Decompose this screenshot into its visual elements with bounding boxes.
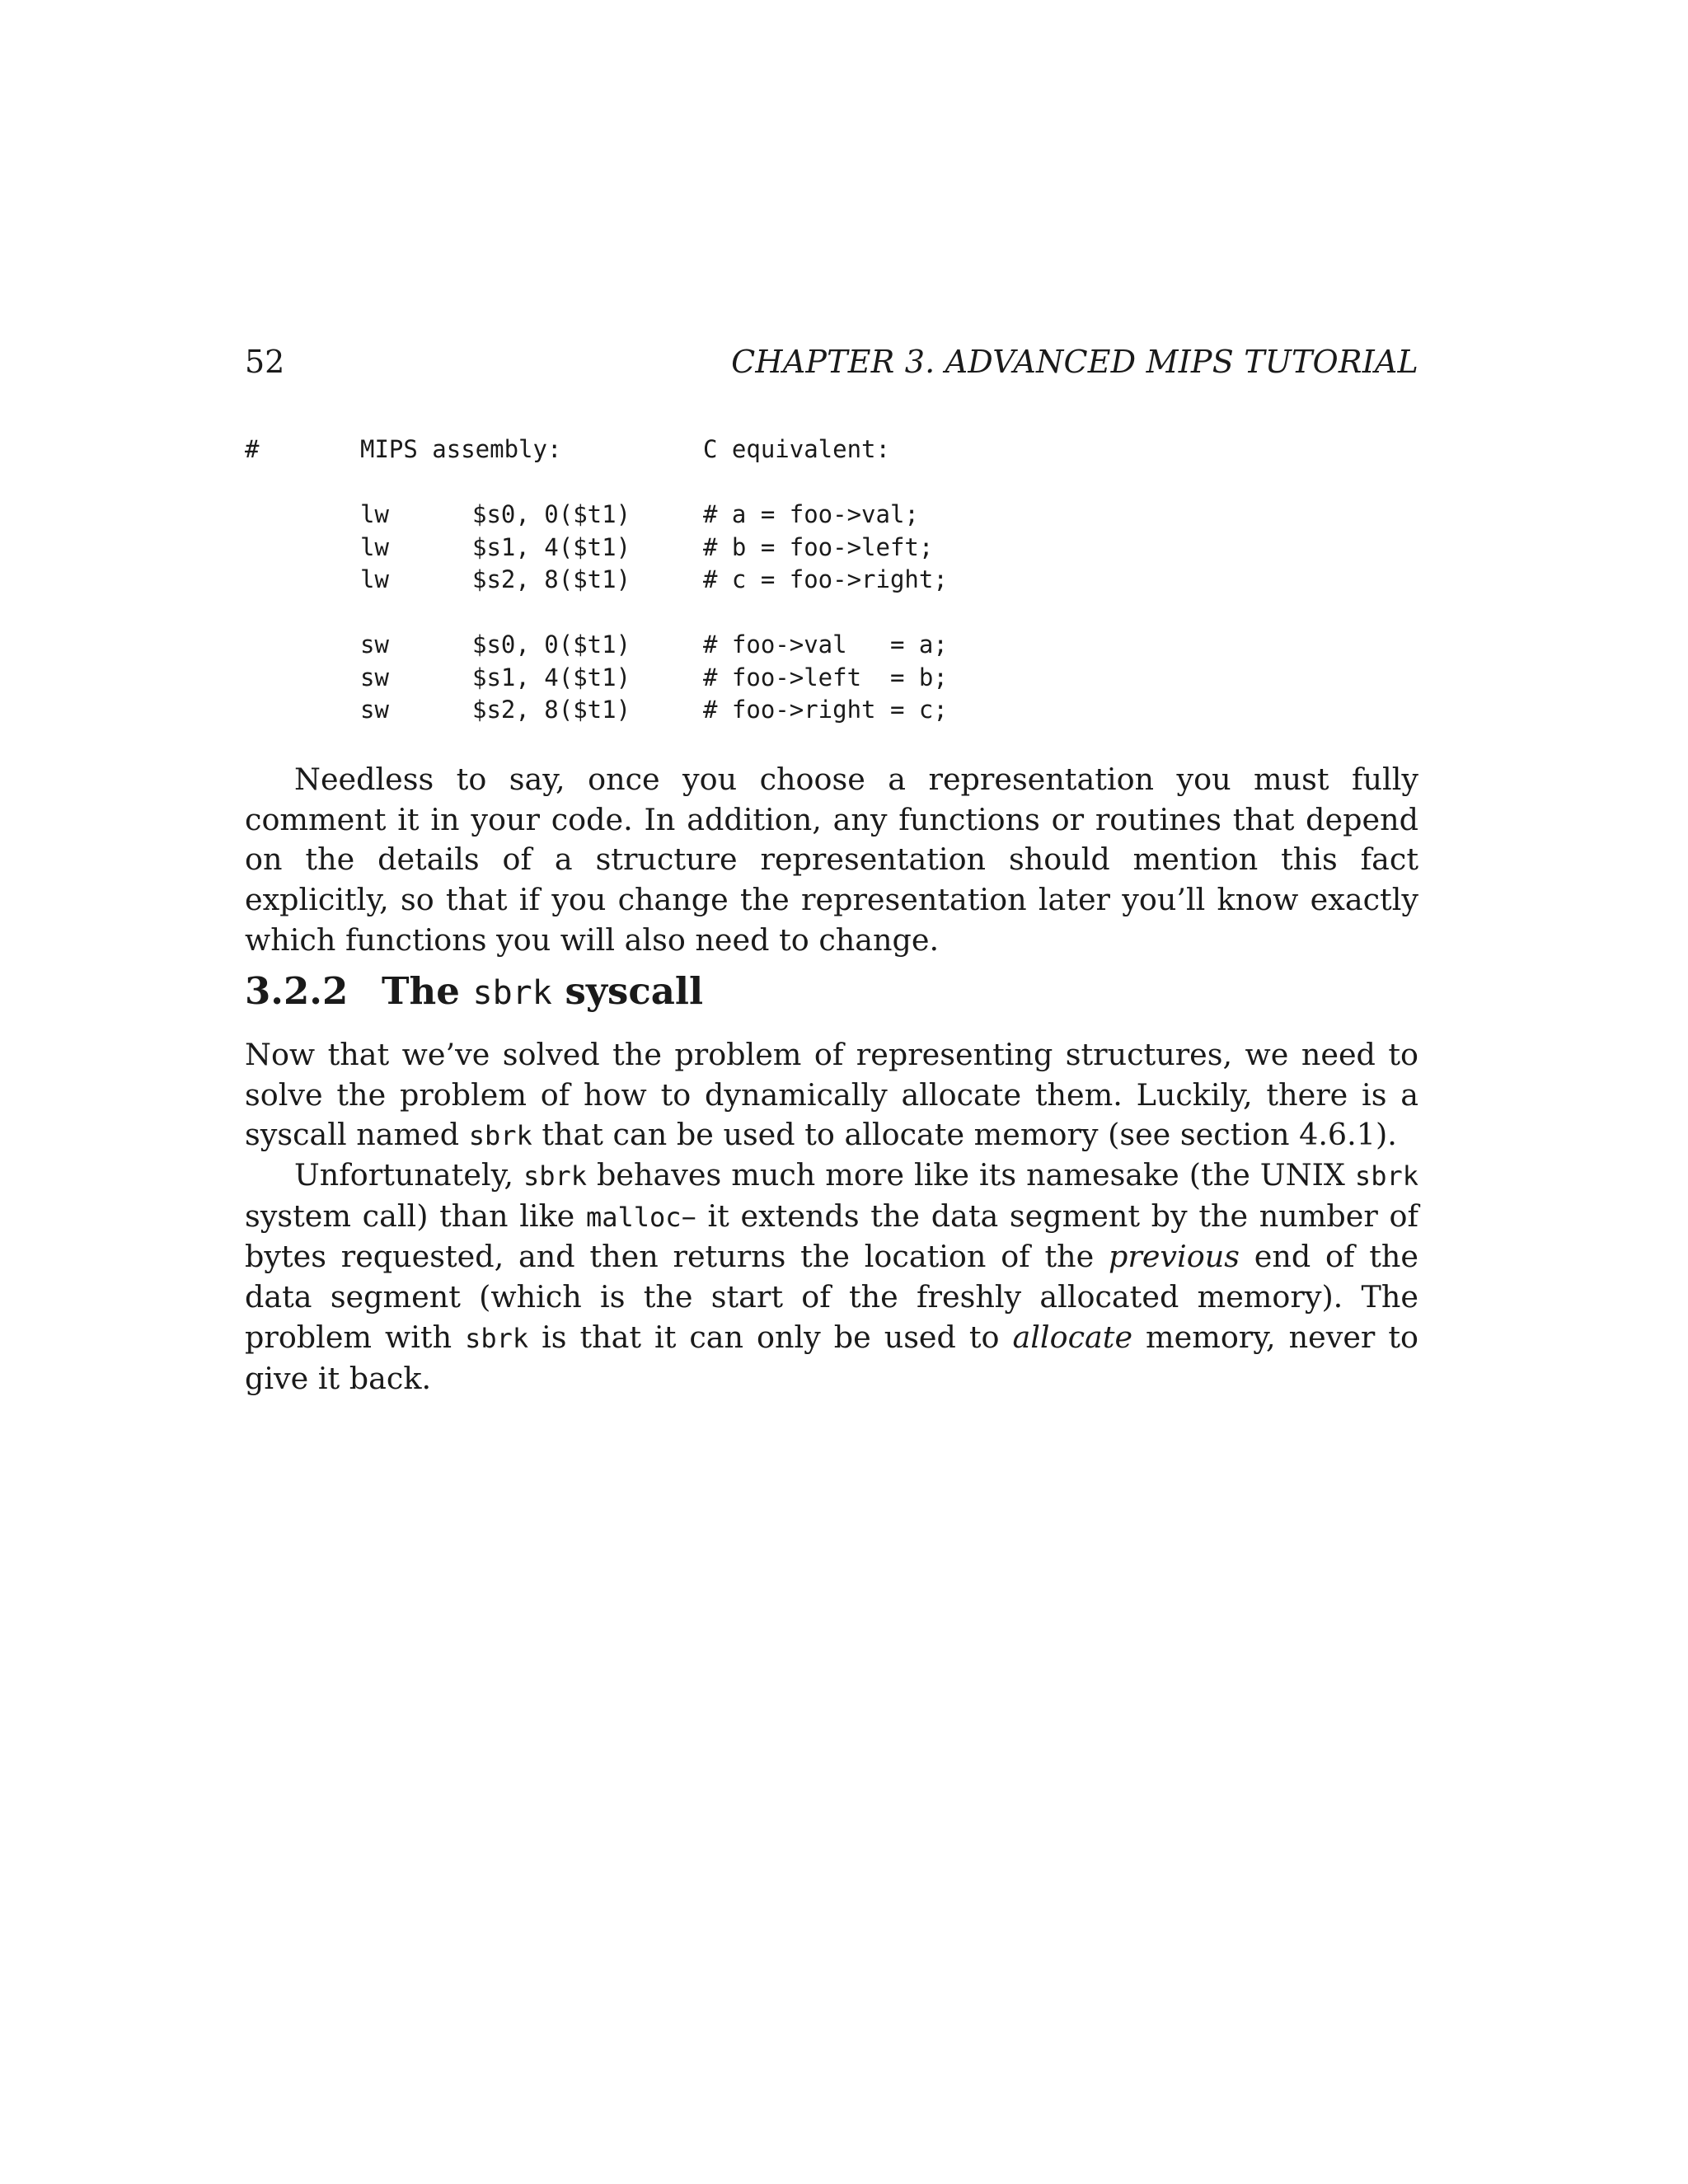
code-line	[245, 564, 948, 597]
code-op: lw	[360, 500, 389, 528]
text-run: behaves much more like its namesake (the UNIX	[587, 1157, 1355, 1193]
code-args: $s0, 0($t1)	[472, 500, 631, 528]
code-comment: # a = foo->val;	[703, 500, 919, 528]
code-comment: # c = foo->right;	[703, 565, 948, 593]
inline-code: sbrk	[1354, 1160, 1418, 1192]
text-run: Unfortunately,	[294, 1157, 523, 1193]
code-block	[245, 434, 948, 727]
code-args: $s1, 4($t1)	[472, 532, 631, 561]
section-number: 3.2.2	[245, 969, 349, 1013]
text-run: is that it can only be used to	[528, 1319, 1013, 1355]
code-line	[245, 499, 919, 532]
code-comment: # foo->val = a;	[703, 630, 948, 658]
text-run: end of the data segment (which is the start of the freshly allocated memory). The problem with	[245, 1239, 1419, 1355]
code-header-mips: MIPS assembly:	[360, 435, 562, 463]
paragraph-sbrk-intro	[245, 1035, 1418, 1156]
inline-code: sbrk	[523, 1160, 588, 1192]
code-op: sw	[360, 630, 389, 658]
inline-code: malloc	[585, 1201, 682, 1233]
code-op: sw	[360, 696, 389, 724]
running-head: CHAPTER 3. ADVANCED MIPS TUTORIAL	[731, 344, 1418, 380]
code-comment: # foo->left = b;	[703, 663, 948, 691]
inline-code: sbrk	[468, 1120, 532, 1152]
section-heading	[245, 967, 703, 1018]
emphasis: allocate	[1012, 1319, 1133, 1355]
code-args: $s0, 0($t1)	[472, 630, 631, 658]
code-line	[245, 662, 948, 695]
code-header-line	[245, 434, 890, 466]
page-number: 52	[245, 344, 285, 380]
code-line	[245, 532, 934, 565]
text-run: – it extends the data segment by the number of bytes requested, and then returns the location of the	[245, 1197, 1418, 1275]
text-run: Now that we’ve solved the problem of representing structures, we need to solve the problem of how to dynamically allocate them. Luckily, there is a syscall named	[245, 1037, 1418, 1153]
code-args: $s1, 4($t1)	[472, 663, 631, 691]
section-title-after: syscall	[551, 969, 704, 1013]
code-line	[245, 694, 948, 727]
code-op: sw	[360, 663, 389, 691]
code-op: lw	[360, 565, 389, 593]
section-title-code: sbrk	[472, 974, 552, 1012]
code-comment: # foo->right = c;	[703, 696, 948, 724]
text-run: system call) than like	[245, 1197, 586, 1234]
paragraph-representation-comment: Needless to say, once you choose a representation you must fully comment it in your code. In addition, any functions or routines that depend on the details of a structure representation should mention this fact explicitly, so that if you change the representation later you’ll know exactly which functions you will also need to change.	[245, 762, 1418, 958]
text-run: memory, never to give it back.	[245, 1319, 1418, 1396]
paragraph-sbrk-behavior	[245, 1155, 1418, 1399]
code-op: lw	[360, 532, 389, 561]
text-run: that can be used to allocate memory (see section 4.6.1).	[532, 1117, 1397, 1153]
code-args: $s2, 8($t1)	[472, 696, 631, 724]
inline-code: sbrk	[465, 1322, 529, 1354]
emphasis: previous	[1109, 1239, 1240, 1275]
section-title-before: The	[382, 969, 473, 1013]
code-header-hash: #	[245, 435, 260, 463]
code-comment: # b = foo->left;	[703, 532, 934, 561]
code-header-c: C equivalent:	[703, 435, 890, 463]
code-args: $s2, 8($t1)	[472, 565, 631, 593]
code-line	[245, 629, 948, 662]
